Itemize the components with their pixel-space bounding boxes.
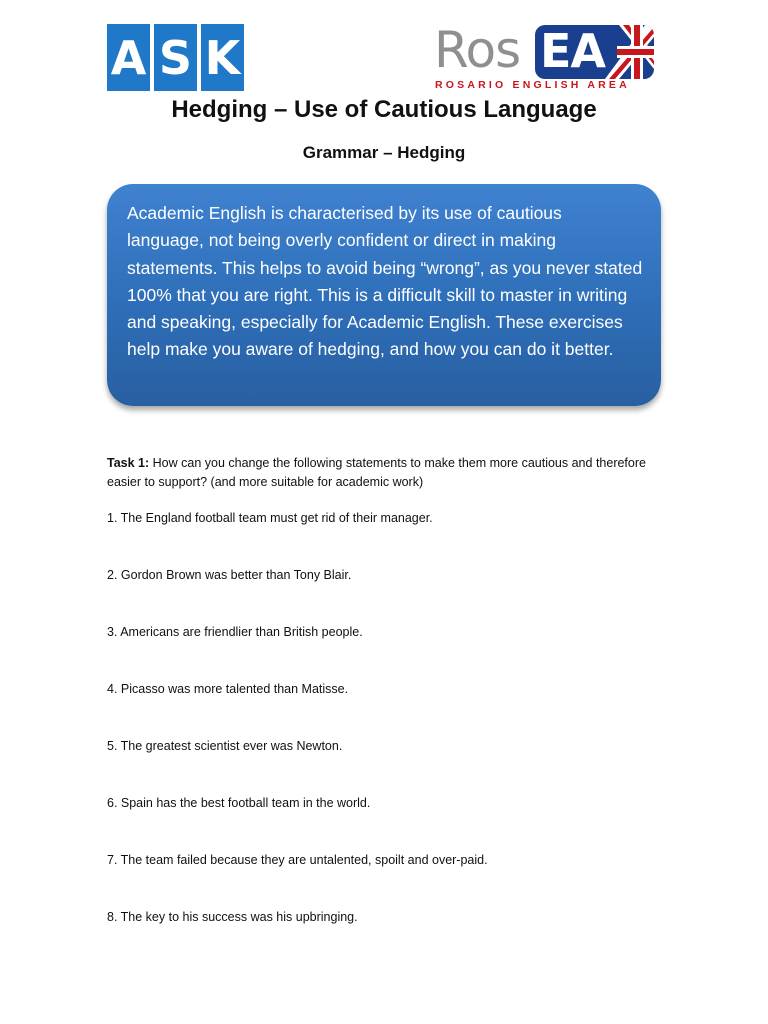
statement-list	[107, 509, 488, 965]
page-title: Hedging – Use of Cautious Language	[171, 96, 597, 123]
intro-text: Academic English is characterised by its use of cautious language, not being overly confident or direct in making statements. This helps to avoid being “wrong”, as you never stated 100% that you are right. This is a difficult skill to master in writing and speaking, especially for Academic English. These exercises help make you aware of hedging, and how you can do it better.	[127, 203, 643, 360]
page-subtitle: Grammar – Hedging	[302, 143, 466, 162]
rosea-logo-prefix: Ros	[434, 21, 521, 79]
rosea-logo-tagline: ROSARIO ENGLISH AREA	[435, 79, 630, 91]
statement-item: 8. The key to his success was his upbringing.	[107, 910, 358, 924]
rosea-logo	[432, 20, 657, 95]
ask-logo-letter-k: K	[201, 24, 244, 91]
intro-callout	[107, 184, 661, 406]
statement-item: 1. The England football team must get rid of their manager.	[107, 511, 433, 525]
statement-item: 6. Spain has the best football team in the world.	[107, 796, 371, 810]
ask-logo-letter-s: S	[154, 24, 197, 91]
rosea-logo-highlight: EA	[540, 24, 606, 78]
task-label: Task 1:	[107, 456, 150, 470]
statement-item: 7. The team failed because they are untalented, spoilt and over-paid.	[107, 853, 488, 867]
statement-item: 4. Picasso was more talented than Matisse.	[107, 682, 349, 696]
ask-logo-letter-a: A	[107, 24, 150, 91]
task-instructions	[107, 454, 667, 491]
statement-item: 3. Americans are friendlier than British people.	[107, 625, 363, 639]
statement-item: 2. Gordon Brown was better than Tony Blair.	[107, 568, 352, 582]
ask-logo	[107, 24, 244, 91]
statement-item: 5. The greatest scientist ever was Newton.	[107, 739, 343, 753]
task-text: How can you change the following statements to make them more cautious and therefore easier to support? (and more suitable for academic work)	[107, 456, 646, 489]
